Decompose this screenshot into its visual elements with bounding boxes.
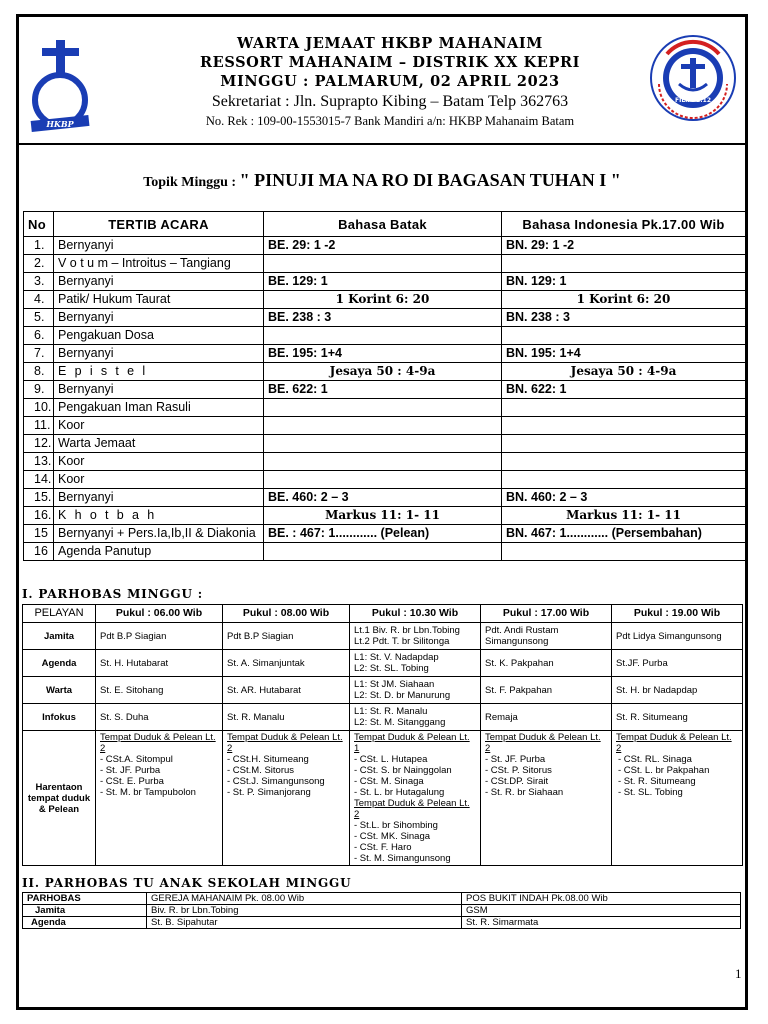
row-batak: Jesaya 50 : 4-9a xyxy=(264,363,502,381)
cell: Pdt Lidya Simangunsong xyxy=(612,623,743,650)
row-batak xyxy=(264,471,502,489)
cell-line: - St. M. Simangunsong xyxy=(354,853,451,864)
cell-line: L2: St. D. br Manurung xyxy=(354,690,451,701)
row-indo xyxy=(502,399,746,417)
row-no: 14. xyxy=(24,471,54,489)
row-acara: Bernyanyi xyxy=(54,381,264,399)
cell: St. S. Duha xyxy=(96,704,223,731)
table-row xyxy=(24,381,746,399)
header-title-line2: RESSORT MAHANAIM – DISTRIK XX KEPRI xyxy=(200,54,580,71)
cell-heading: Tempat Duduk & Pelean Lt. 2 xyxy=(485,732,601,754)
row-batak: BE. 238 : 3 xyxy=(264,309,502,327)
cell-line: - CSt. S. br Nainggolan xyxy=(354,765,452,776)
cell-line: - CSt. L. br Pakpahan xyxy=(618,765,710,776)
cell: Pdt B.P Siagian xyxy=(223,623,350,650)
col-header-batak: Bahasa Batak xyxy=(264,212,502,237)
cell: St. R. Manalu xyxy=(223,704,350,731)
row-indo xyxy=(502,417,746,435)
table-row xyxy=(23,917,741,929)
row-no: 12. xyxy=(24,435,54,453)
table-row xyxy=(24,309,746,327)
parhobas-table xyxy=(22,604,743,866)
cell-line: - CSt. MK. Sinaga xyxy=(354,831,431,842)
row-indo: BN. 467: 1............ (Persembahan) xyxy=(502,525,746,543)
cell-line: - St. R. br Siahaan xyxy=(485,787,564,798)
page-number: 1 xyxy=(735,966,742,981)
cell-line: - CSt. P. Sitorus xyxy=(485,765,552,776)
cell-heading: Tempat Duduk & Pelean Lt. 2 xyxy=(100,732,216,754)
row-no: 5. xyxy=(24,309,54,327)
topik-minggu xyxy=(16,170,748,191)
cell-line: Simangunsong xyxy=(485,636,549,647)
cell-line: - CSt.H. Situmeang xyxy=(227,754,309,765)
table-row xyxy=(23,893,741,905)
table-row xyxy=(24,255,746,273)
cell xyxy=(350,731,481,866)
cell-line: Lt.1 Biv. R. br Lbn.Tobing xyxy=(354,625,460,636)
row-no: 11. xyxy=(24,417,54,435)
cell-line: - St. P. Simanjorang xyxy=(227,787,311,798)
col-header-indo: Bahasa Indonesia Pk.17.00 Wib xyxy=(502,212,746,237)
row-no: 8. xyxy=(24,363,54,381)
row-acara: Koor xyxy=(54,453,264,471)
row-indo: BN. 622: 1 xyxy=(502,381,746,399)
row-no: 1. xyxy=(24,237,54,255)
row-indo xyxy=(502,543,746,561)
cell xyxy=(350,677,481,704)
row-acara: Bernyanyi xyxy=(54,345,264,363)
table-row xyxy=(23,731,743,866)
col-header-1900: Pukul : 19.00 Wib xyxy=(612,605,743,623)
cell-line: - St. R. Situmeang xyxy=(618,776,696,787)
row-acara: K h o t b a h xyxy=(54,507,264,525)
row-label: Agenda xyxy=(23,650,96,677)
sekolah-minggu-table xyxy=(22,892,741,929)
cell-line: L1: St JM. Siahaan xyxy=(354,679,435,690)
topik-value: " PINUJI MA NA RO DI BAGASAN TUHAN I " xyxy=(239,170,621,190)
row-acara: Agenda Panutup xyxy=(54,543,264,561)
cell-line: - CSt.J. Simangunsong xyxy=(227,776,325,787)
cell: St. R. Simarmata xyxy=(462,917,741,929)
table-row xyxy=(24,273,746,291)
cell-line: - CSt. M. Sinaga xyxy=(354,776,424,787)
row-acara: Pengakuan Dosa xyxy=(54,327,264,345)
cell-line: L1: St. R. Manalu xyxy=(354,706,428,717)
row-label: Infokus xyxy=(23,704,96,731)
row-no: 2. xyxy=(24,255,54,273)
cell-line: - CSt. E. Purba xyxy=(100,776,164,787)
table-row xyxy=(24,489,746,507)
col-header-1030: Pukul : 10.30 Wib xyxy=(350,605,481,623)
row-batak xyxy=(264,399,502,417)
table-row xyxy=(24,471,746,489)
row-no: 16. xyxy=(24,507,54,525)
header-divider xyxy=(16,143,748,145)
table-row xyxy=(23,704,743,731)
row-indo xyxy=(502,453,746,471)
cell: POS BUKIT INDAH Pk.08.00 Wib xyxy=(462,893,741,905)
parhobas-section-title: I. PARHOBAS MINGGU : xyxy=(22,587,203,601)
row-indo xyxy=(502,471,746,489)
cell xyxy=(481,731,612,866)
cell-heading: Tempat Duduk & Pelean Lt. 2 xyxy=(354,798,470,820)
header-title-line3: MINGGU : PALMARUM, 02 APRIL 2023 xyxy=(220,73,560,90)
row-acara: Koor xyxy=(54,417,264,435)
topik-label: Topik Minggu : xyxy=(143,175,240,190)
table-row xyxy=(24,453,746,471)
row-batak: BE. 29: 1 -2 xyxy=(264,237,502,255)
row-no: 3. xyxy=(24,273,54,291)
cell xyxy=(223,731,350,866)
cell-heading: Tempat Duduk & Pelean Lt. 2 xyxy=(616,732,732,754)
row-label: Jamita xyxy=(23,623,96,650)
row-acara: Bernyanyi xyxy=(54,273,264,291)
row-batak: BE. 622: 1 xyxy=(264,381,502,399)
cell xyxy=(350,704,481,731)
cell: St. AR. Hutabarat xyxy=(223,677,350,704)
cell: GSM xyxy=(462,905,741,917)
table-row xyxy=(24,525,746,543)
cell: GEREJA MAHANAIM Pk. 08.00 Wib xyxy=(147,893,462,905)
row-acara: Pengakuan Iman Rasuli xyxy=(54,399,264,417)
row-no: 16 xyxy=(24,543,54,561)
cell xyxy=(96,731,223,866)
logo-left-text: HKBP xyxy=(46,119,74,129)
row-indo xyxy=(502,255,746,273)
row-batak xyxy=(264,255,502,273)
cell-line: - St. L. br Hutagalung xyxy=(354,787,445,798)
cell-line: - St. JF. Purba xyxy=(485,754,546,765)
col-header-0600: Pukul : 06.00 Wib xyxy=(96,605,223,623)
row-acara: Bernyanyi xyxy=(54,237,264,255)
row-indo: BN. 238 : 3 xyxy=(502,309,746,327)
row-acara: V o t u m – Introitus – Tangiang xyxy=(54,255,264,273)
cell xyxy=(350,650,481,677)
tertib-acara-table xyxy=(23,211,746,561)
cell: St. E. Sitohang xyxy=(96,677,223,704)
row-indo xyxy=(502,435,746,453)
cell-line: - CSt. RL. Sinaga xyxy=(618,754,692,765)
row-acara: Patik/ Hukum Taurat xyxy=(54,291,264,309)
cell xyxy=(612,731,743,866)
table-row xyxy=(24,399,746,417)
cell: St. H. br Nadapdap xyxy=(612,677,743,704)
row-acara: Warta Jemaat xyxy=(54,435,264,453)
cell-line: Lt.2 Pdt. T. br Silitonga xyxy=(354,636,450,647)
row-no: 10. xyxy=(24,399,54,417)
cell: St. K. Pakpahan xyxy=(481,650,612,677)
row-no: 6. xyxy=(24,327,54,345)
hkbp-cross-logo xyxy=(28,38,92,134)
row-indo: BN. 29: 1 -2 xyxy=(502,237,746,255)
table-row xyxy=(24,435,746,453)
cell: St. B. Sipahutar xyxy=(147,917,462,929)
cell-line: - St. JF. Purba xyxy=(100,765,161,776)
cell: Pdt B.P Siagian xyxy=(96,623,223,650)
cell-line: - CSt.A. Sitompul xyxy=(100,754,173,765)
table-row xyxy=(23,650,743,677)
row-no: 4. xyxy=(24,291,54,309)
cell-line: - St. SL. Tobing xyxy=(618,787,683,798)
row-indo: BN. 129: 1 xyxy=(502,273,746,291)
row-batak xyxy=(264,435,502,453)
table-row xyxy=(24,291,746,309)
cell: Remaja xyxy=(481,704,612,731)
col-header-acara: TERTIB ACARA xyxy=(54,212,264,237)
table-row xyxy=(23,623,743,650)
row-label: PARHOBAS xyxy=(23,893,147,905)
col-header-no: No xyxy=(24,212,54,237)
table-row xyxy=(24,327,746,345)
row-acara: E p i s t e l xyxy=(54,363,264,381)
table-row xyxy=(24,363,746,381)
table-row xyxy=(24,507,746,525)
header-sekretariat: Sekretariat : Jln. Suprapto Kibing – Batam Telp 362763 xyxy=(211,93,569,110)
row-acara: Bernyanyi + Pers.Ia,Ib,II & Diakonia xyxy=(54,525,264,543)
row-no: 15. xyxy=(24,489,54,507)
cell-heading: Tempat Duduk & Pelean Lt. 2 xyxy=(227,732,343,754)
cell-line: - St.L. br Sihombing xyxy=(354,820,438,831)
cell-heading: Tempat Duduk & Pelean Lt. 1 xyxy=(354,732,470,754)
row-indo: Markus 11: 1- 11 xyxy=(502,507,746,525)
col-header-0800: Pukul : 08.00 Wib xyxy=(223,605,350,623)
cell xyxy=(350,623,481,650)
table-row xyxy=(24,417,746,435)
logo-right-text: FILIPI 2:12 xyxy=(674,97,712,104)
cell-line: L2: St. M. Sitanggang xyxy=(354,717,446,728)
cell-line: - St. M. br Tampubolon xyxy=(100,787,196,798)
parhobas-header-row xyxy=(23,605,743,623)
row-indo: BN. 460: 2 – 3 xyxy=(502,489,746,507)
row-batak xyxy=(264,453,502,471)
cell-line: Pdt. Andi Rustam xyxy=(485,625,559,636)
row-label: Agenda xyxy=(23,917,147,929)
cell-line: - CSt. L. Hutapea xyxy=(354,754,428,765)
row-label: Warta xyxy=(23,677,96,704)
table-row xyxy=(23,677,743,704)
table-row xyxy=(24,543,746,561)
tertib-header-row xyxy=(24,212,746,237)
row-indo: Jesaya 50 : 4-9a xyxy=(502,363,746,381)
sekolah-minggu-section-title: II. PARHOBAS TU ANAK SEKOLAH MINGGU xyxy=(22,876,352,890)
cell-line: L2: St. SL. Tobing xyxy=(354,663,429,674)
cell: St. A. Simanjuntak xyxy=(223,650,350,677)
cell-line: - CSt.DP. Sirait xyxy=(485,776,549,787)
cell xyxy=(481,623,612,650)
cell-line: L1: St. V. Nadapdap xyxy=(354,652,439,663)
cell: St. H. Hutabarat xyxy=(96,650,223,677)
table-row xyxy=(24,237,746,255)
row-acara: Bernyanyi xyxy=(54,489,264,507)
table-row xyxy=(23,905,741,917)
row-indo: BN. 195: 1+4 xyxy=(502,345,746,363)
row-batak: Markus 11: 1- 11 xyxy=(264,507,502,525)
row-label: Harentaon tempat duduk & Pelean xyxy=(23,731,96,866)
row-label: Jamita xyxy=(23,905,147,917)
header-rekening: No. Rek : 109-00-1553015-7 Bank Mandiri a/n: HKBP Mahanaim Batam xyxy=(205,114,575,128)
cell-line: - CSt.M. Sitorus xyxy=(227,765,295,776)
row-batak xyxy=(264,327,502,345)
row-batak xyxy=(264,417,502,435)
table-row xyxy=(24,345,746,363)
header-title-line1: WARTA JEMAAT HKBP MAHANAIM xyxy=(237,35,543,52)
row-no: 15 xyxy=(24,525,54,543)
cell: St. F. Pakpahan xyxy=(481,677,612,704)
cell: Biv. R. br Lbn.Tobing xyxy=(147,905,462,917)
row-batak: BE. 460: 2 – 3 xyxy=(264,489,502,507)
row-acara: Bernyanyi xyxy=(54,309,264,327)
row-batak: BE. 129: 1 xyxy=(264,273,502,291)
row-batak: 1 Korint 6: 20 xyxy=(264,291,502,309)
row-batak: BE. 195: 1+4 xyxy=(264,345,502,363)
row-batak: BE. : 467: 1............ (Pelean) xyxy=(264,525,502,543)
row-no: 13. xyxy=(24,453,54,471)
row-indo: 1 Korint 6: 20 xyxy=(502,291,746,309)
col-header-1700: Pukul : 17.00 Wib xyxy=(481,605,612,623)
col-header-pelayan: PELAYAN xyxy=(23,605,96,623)
row-acara: Koor xyxy=(54,471,264,489)
row-indo xyxy=(502,327,746,345)
cell: St. R. Situmeang xyxy=(612,704,743,731)
row-batak xyxy=(264,543,502,561)
cell: St.JF. Purba xyxy=(612,650,743,677)
row-no: 7. xyxy=(24,345,54,363)
cell-line: - CSt. F. Haro xyxy=(354,842,412,853)
row-no: 9. xyxy=(24,381,54,399)
